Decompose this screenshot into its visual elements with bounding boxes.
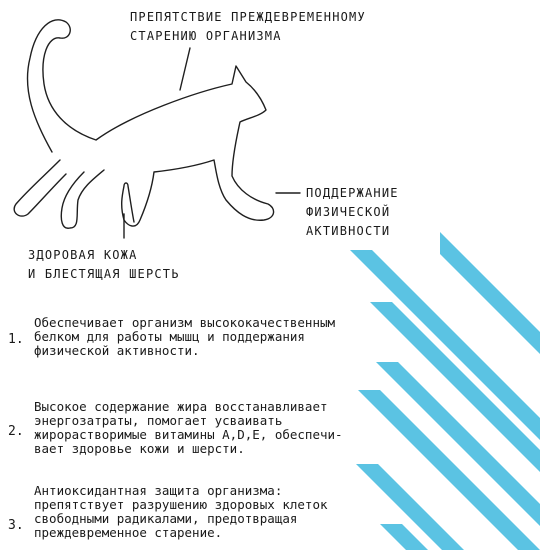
benefit-line: Антиоксидантная защита организма:	[34, 483, 283, 498]
benefit-line: белком для работы мышц и поддержания	[34, 329, 305, 344]
benefit-text	[34, 316, 335, 358]
callout-line: ПОДДЕРЖАНИЕ	[306, 186, 399, 200]
callout-line: ФИЗИЧЕСКОЙ	[306, 205, 391, 219]
callout-line: СТАРЕНИЮ ОРГАНИЗМА	[130, 29, 282, 43]
benefit-line: препятствует разрушению здоровых клеток	[34, 497, 328, 512]
callout-physical-activity	[306, 184, 399, 241]
cat-outline	[14, 20, 273, 228]
callout-line: АКТИВНОСТИ	[306, 224, 391, 238]
benefit-line: Высокое содержание жира восстанавливает	[34, 399, 328, 414]
benefit-line: преждевременное старение.	[34, 525, 223, 540]
benefit-text	[34, 400, 343, 456]
benefit-line: свободными радикалами, предотвращая	[34, 511, 298, 526]
stripe	[370, 302, 540, 480]
callout-healthy-skin	[28, 246, 180, 284]
callout-line: ЗДОРОВАЯ КОЖА	[28, 248, 138, 262]
benefit-number: 2.	[8, 424, 24, 439]
benefit-line: энергозатраты, помогает усваивать	[34, 413, 283, 428]
benefit-number: 3.	[8, 518, 24, 533]
benefit-text	[34, 484, 328, 540]
callout-line: И БЛЕСТЯЩАЯ ШЕРСТЬ	[28, 267, 180, 281]
benefit-line: вает здоровье кожи и шерсти.	[34, 441, 245, 456]
benefit-number: 1.	[8, 332, 24, 347]
benefit-line: физической активности.	[34, 343, 200, 358]
pointer-aging	[180, 48, 190, 90]
benefit-line: Обеспечивает организм высококачественным	[34, 315, 336, 330]
benefit-line: жирорастворимые витамины A,D,E, обеспечи-	[34, 427, 343, 442]
callout-anti-aging	[130, 8, 366, 46]
callout-line: ПРЕПЯТСТВИЕ ПРЕЖДЕВРЕМЕННОМУ	[130, 10, 366, 24]
